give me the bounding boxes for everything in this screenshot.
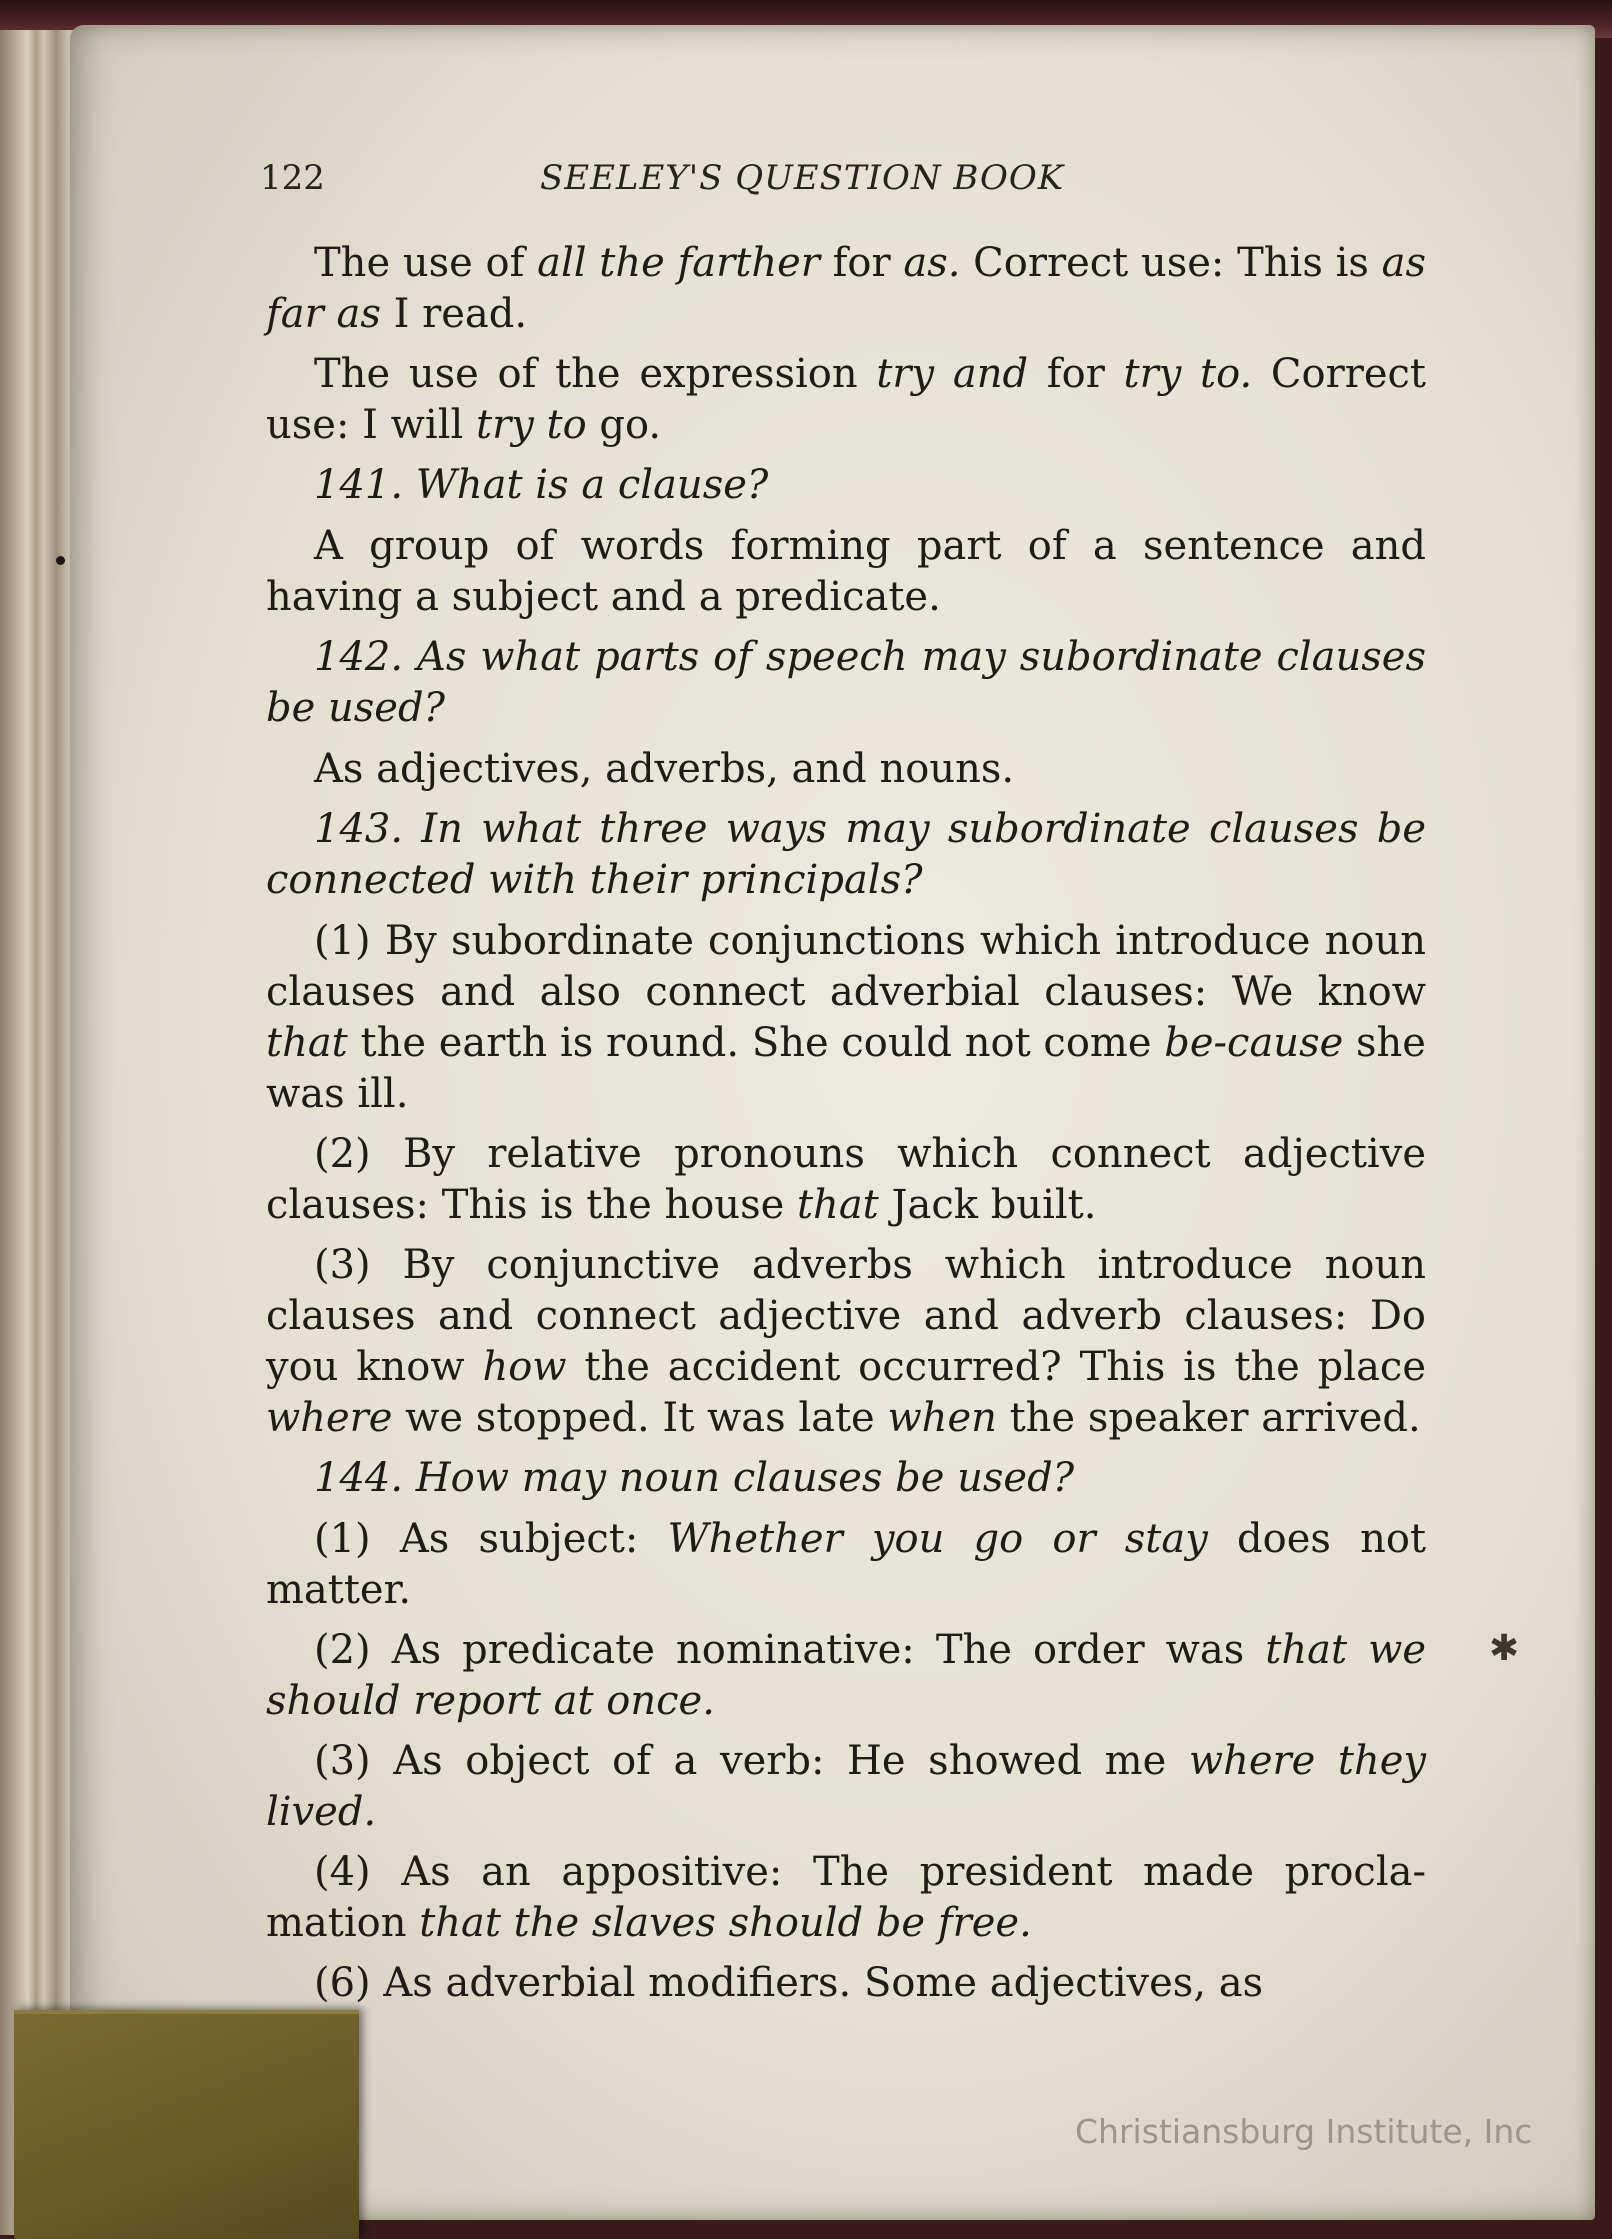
answer-141: A group of words forming part of a sentence and having a subject and a predicate.: [266, 523, 1426, 620]
answer-144-6: (6) As adverbial modifiers. Some adjectives, as: [314, 1960, 1264, 2006]
ink-spot: [56, 556, 65, 565]
question-143: 143. In what three ways may subordinate clauses be connected with their principals?: [266, 806, 1426, 903]
page-tab-marker: [14, 2010, 359, 2239]
ink-blot: ✱: [1489, 1628, 1520, 1669]
answer-143-3: (3) By conjunctive adverbs which introduce noun clauses and connect adjective and adverb clauses: Do you know how the accident occurred? This is the place where we stopped. It was late when the speaker arrived.: [266, 1242, 1427, 1441]
paragraph-try-and: The use of the expression try and for try to. Correct use: I will try to go.: [266, 351, 1427, 448]
page-body: [266, 238, 1426, 2018]
answer-144-3: (3) As object of a verb: He showed me where they lived.: [266, 1738, 1426, 1835]
page-stack-edge: [0, 30, 80, 2235]
answer-144-1: (1) As subject: Whether you go or stay does not matter.: [266, 1516, 1427, 1613]
watermark-text: Christiansburg Institute, Inc: [1075, 2112, 1533, 2151]
question-141: 141. What is a clause?: [314, 462, 769, 508]
answer-143-1: (1) By subordinate conjunctions which introduce noun clauses and also connect adverbial clauses: We know that the earth is round. She could not come be-cause she was ill.: [266, 918, 1426, 1117]
question-144: 144. How may noun clauses be used?: [314, 1455, 1075, 1501]
answer-144-4: (4) As an appositive: The president made procla-mation that the slaves should be free.: [266, 1849, 1426, 1946]
paragraph-all-the-farther: The use of all the farther for as. Correct use: This is as far as I read.: [266, 240, 1427, 337]
question-142: 142. As what parts of speech may subordinate clauses be used?: [266, 634, 1426, 731]
page-header: [0, 158, 1612, 208]
answer-143-2: (2) By relative pronouns which connect adjective clauses: This is the house that Jack built.: [266, 1131, 1426, 1228]
page-number: 122: [260, 158, 325, 198]
answer-144-2: (2) As predicate nominative: The order was that we should report at once.: [266, 1627, 1426, 1724]
running-title: SEELEY'S QUESTION BOOK: [540, 158, 1065, 198]
answer-142: As adjectives, adverbs, and nouns.: [314, 746, 1015, 792]
